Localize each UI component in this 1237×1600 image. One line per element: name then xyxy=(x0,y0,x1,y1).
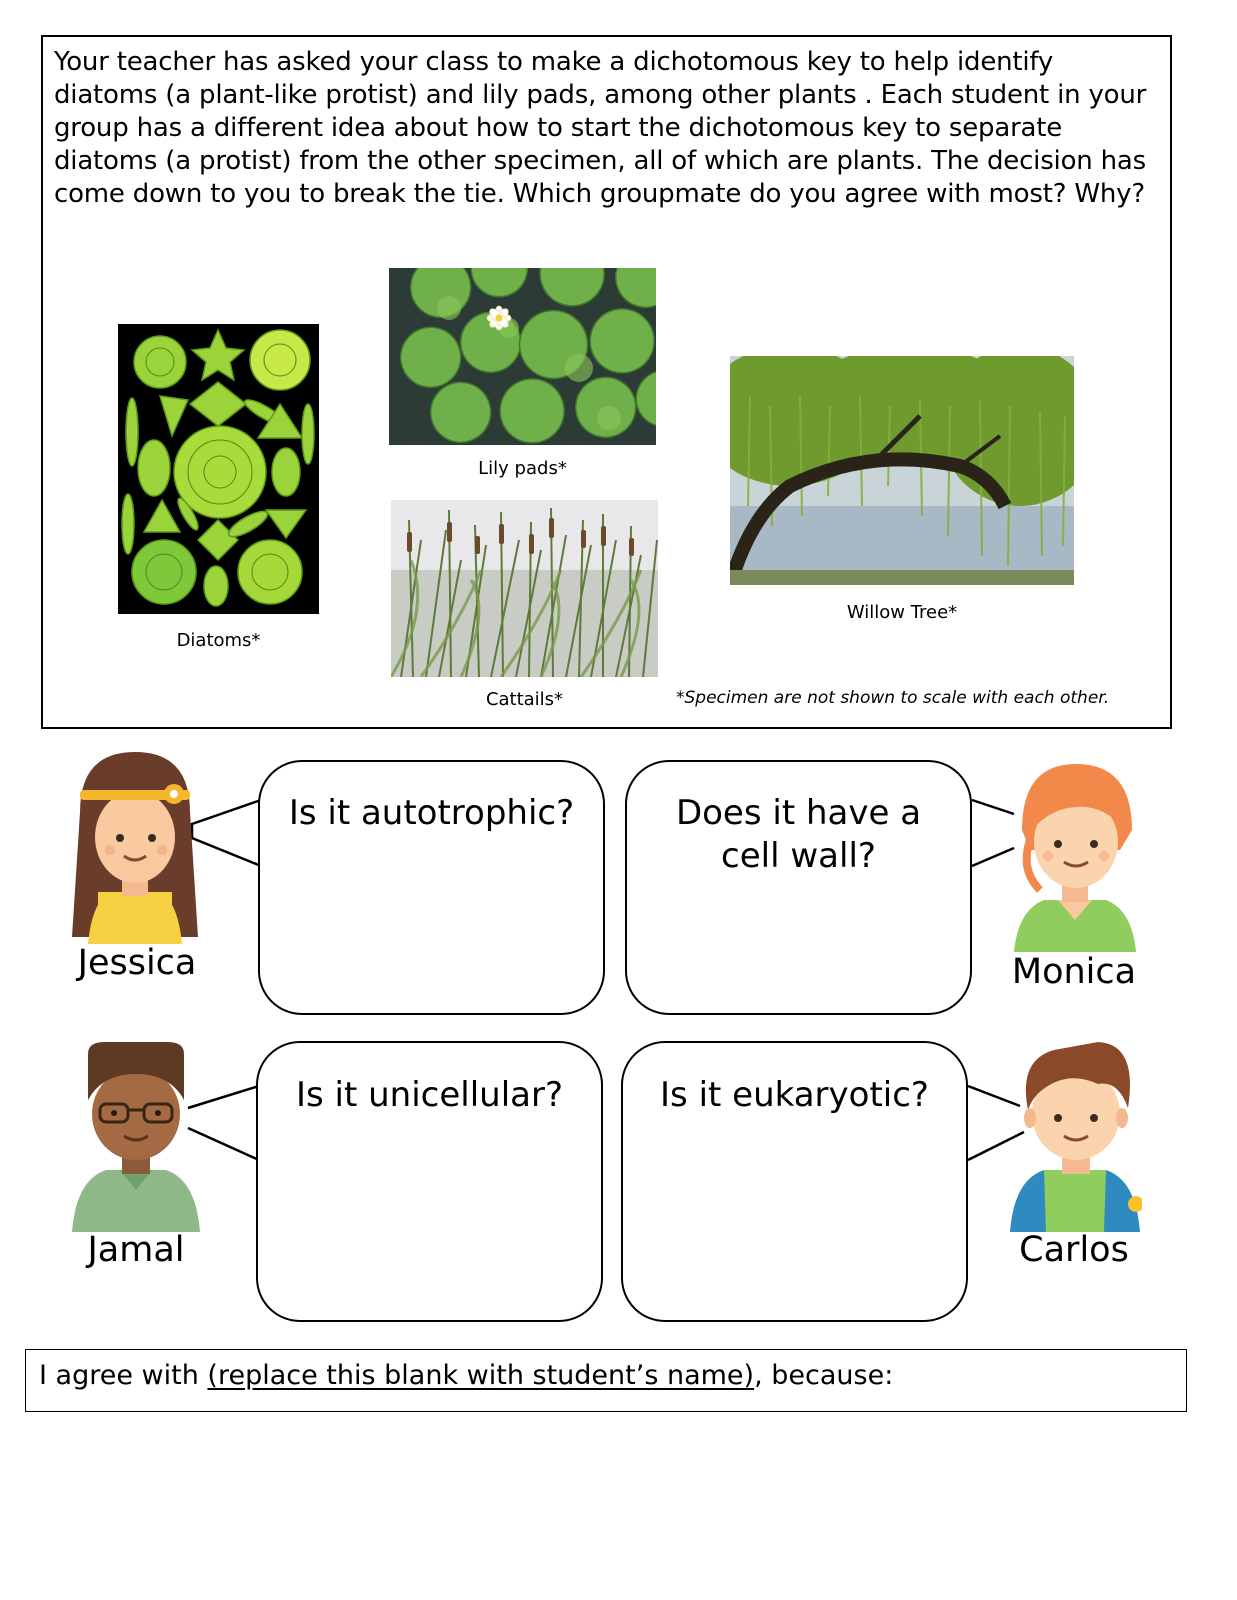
question-prompt: Your teacher has asked your class to make a dichotomous key to help identify diatoms (a plant-like protist) and lily pads, among other plants . Each student in your group has a different idea about how to start the dichotomous key to separate diatoms (a protist) from the other specimen, all of which are plants. The decision has come down to you to break the tie. Which groupmate do you agree with most? Why? xyxy=(54,47,1147,209)
answer-sentence xyxy=(39,1360,893,1391)
answer-blank[interactable]: (replace this blank with student’s name) xyxy=(207,1360,755,1391)
carlos-avatar xyxy=(1008,1040,1142,1232)
monica-question: Does it have a cell wall? xyxy=(675,793,922,876)
monica-name: Monica xyxy=(1011,952,1137,992)
jessica-name: Jessica xyxy=(77,943,197,983)
jamal-question: Is it unicellular? xyxy=(295,1075,564,1115)
lily-pads-caption: Lily pads* xyxy=(478,458,567,479)
jamal-avatar xyxy=(70,1040,202,1232)
carlos-name: Carlos xyxy=(1019,1230,1129,1270)
jessica-avatar xyxy=(70,752,200,944)
diatoms-caption: Diatoms* xyxy=(176,630,261,651)
monica-avatar xyxy=(1010,760,1140,952)
jamal-name: Jamal xyxy=(87,1230,185,1270)
scale-footnote: *Specimen are not shown to scale with each other. xyxy=(676,688,1110,708)
answer-suffix: , because: xyxy=(754,1360,894,1391)
willow-tree-caption: Willow Tree* xyxy=(846,602,958,623)
carlos-question: Is it eukaryotic? xyxy=(660,1075,929,1115)
answer-prefix: I agree with xyxy=(39,1360,208,1391)
cattails-caption: Cattails* xyxy=(485,689,564,710)
jessica-question: Is it autotrophic? xyxy=(288,793,575,833)
